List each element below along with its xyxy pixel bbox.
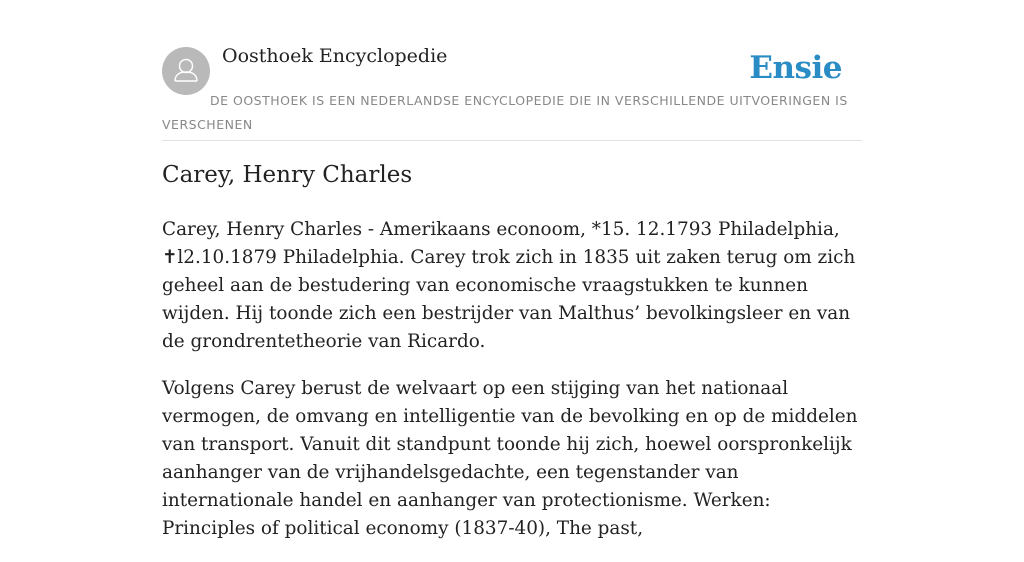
user-outline-icon [162,47,210,95]
brand-logo[interactable]: Ensie [749,50,842,86]
avatar[interactable] [162,47,210,95]
site-tagline: DE OOSTHOEK IS EEN NEDERLANDSE ENCYCLOPEDIE DIE IN VERSCHILLENDE UITVOERINGEN IS VERSCHENEN [162,93,848,132]
article-paragraph: Volgens Carey berust de welvaart op een stijging van het nationaal vermogen, de omvang en intelligentie van de bevolking en op de middelen van transport. Vanuit dit standpunt toonde hij zich, hoewel oorspronkelijk aanhanger van de vrijhandelsgedachte, een tegenstander van internationale handel en aanhanger van protectionisme. Werken: Principles of political economy (1837-40), The past, [162,378,858,539]
article-paragraph: Carey, Henry Charles - Amerikaans econoom, *15. 12.1793 Philadelphia, ✝l2.10.1879 Philadelphia. Carey trok zich in 1835 uit zaken terug om zich geheel aan de bestudering van economische vraagstukken te kunnen wijden. Hij toonde zich een bestrijder van Malthus’ bevolkingsleer en van de grondrentetheorie van Ricardo. [162,219,856,352]
page-container [162,0,862,539]
article-body [162,216,862,562]
site-header [162,0,862,141]
article-title: Carey, Henry Charles [162,162,413,188]
site-name-link[interactable]: Oosthoek Encyclopedie [222,45,448,67]
